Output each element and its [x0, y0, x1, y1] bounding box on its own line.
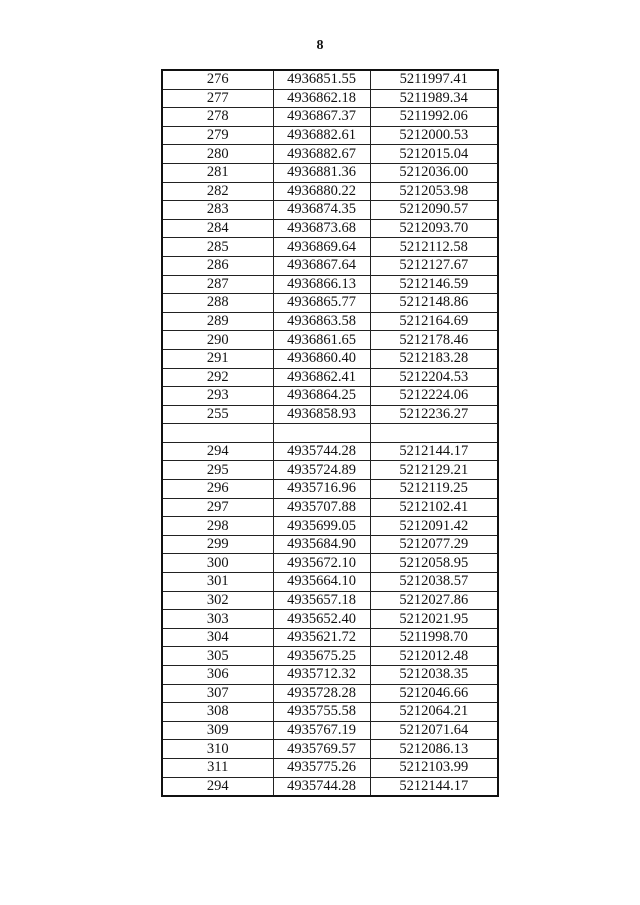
- table-row: [162, 610, 498, 629]
- table-row: [162, 554, 498, 573]
- y-coordinate-cell: 5211998.70: [370, 628, 498, 647]
- point-number-cell: 293: [162, 387, 273, 406]
- x-coordinate-cell: 4936873.68: [273, 219, 370, 238]
- point-number-cell: 284: [162, 219, 273, 238]
- table-row: [162, 89, 498, 108]
- point-number-cell: 295: [162, 461, 273, 480]
- table-row: [162, 721, 498, 740]
- point-number-cell: 300: [162, 554, 273, 573]
- point-number-cell: 283: [162, 201, 273, 220]
- y-coordinate-cell: 5212093.70: [370, 219, 498, 238]
- y-coordinate-cell: 5212064.21: [370, 703, 498, 722]
- table-row: [162, 442, 498, 461]
- x-coordinate-cell: 4936882.67: [273, 145, 370, 164]
- x-coordinate-cell: 4935728.28: [273, 684, 370, 703]
- table-row: [162, 461, 498, 480]
- y-coordinate-cell: 5212183.28: [370, 349, 498, 368]
- point-number-cell: 279: [162, 126, 273, 145]
- table-row: [162, 573, 498, 592]
- y-coordinate-cell: 5212038.35: [370, 666, 498, 685]
- point-number-cell: 292: [162, 368, 273, 387]
- x-coordinate-cell: 4935675.25: [273, 647, 370, 666]
- table-row: [162, 219, 498, 238]
- y-coordinate-cell: 5212000.53: [370, 126, 498, 145]
- y-coordinate-cell: 5212090.57: [370, 201, 498, 220]
- x-coordinate-cell: 4936863.58: [273, 312, 370, 331]
- table-row: [162, 238, 498, 257]
- table-row: [162, 758, 498, 777]
- table-row: [162, 405, 498, 424]
- y-coordinate-cell: 5212144.17: [370, 777, 498, 796]
- point-number-cell: 287: [162, 275, 273, 294]
- y-coordinate-cell: 5212036.00: [370, 163, 498, 182]
- coordinates-table-body: [162, 70, 498, 796]
- table-row: [162, 647, 498, 666]
- y-coordinate-cell: 5212144.17: [370, 442, 498, 461]
- y-coordinate-cell: 5212224.06: [370, 387, 498, 406]
- y-coordinate-cell: 5211997.41: [370, 70, 498, 89]
- table-row: [162, 480, 498, 499]
- x-coordinate-cell: 4936860.40: [273, 349, 370, 368]
- y-coordinate-cell: 5212058.95: [370, 554, 498, 573]
- point-number-cell: 294: [162, 777, 273, 796]
- x-coordinate-cell: 4935716.96: [273, 480, 370, 499]
- x-coordinate-cell: 4935755.58: [273, 703, 370, 722]
- point-number-cell: 306: [162, 666, 273, 685]
- x-coordinate-cell: 4936862.41: [273, 368, 370, 387]
- table-row: [162, 256, 498, 275]
- point-number-cell: 276: [162, 70, 273, 89]
- coordinates-table: [161, 69, 499, 797]
- x-coordinate-cell: 4935769.57: [273, 740, 370, 759]
- y-coordinate-cell: 5212119.25: [370, 480, 498, 499]
- point-number-cell: 310: [162, 740, 273, 759]
- x-coordinate-cell: 4936858.93: [273, 405, 370, 424]
- point-number-cell: 296: [162, 480, 273, 499]
- point-number-cell: 290: [162, 331, 273, 350]
- x-coordinate-cell: 4936866.13: [273, 275, 370, 294]
- y-coordinate-cell: 5212178.46: [370, 331, 498, 350]
- table-row: [162, 703, 498, 722]
- table-row: [162, 349, 498, 368]
- point-number-cell: 303: [162, 610, 273, 629]
- y-coordinate-cell: 5212236.27: [370, 405, 498, 424]
- y-coordinate-cell: 5212021.95: [370, 610, 498, 629]
- point-number-cell: 278: [162, 108, 273, 127]
- point-number-cell: 305: [162, 647, 273, 666]
- x-coordinate-cell: 4936881.36: [273, 163, 370, 182]
- point-number-cell: 301: [162, 573, 273, 592]
- x-coordinate-cell: 4935699.05: [273, 517, 370, 536]
- point-number-cell: 294: [162, 442, 273, 461]
- point-number-cell: 255: [162, 405, 273, 424]
- table-row: [162, 275, 498, 294]
- x-coordinate-cell: 4935664.10: [273, 573, 370, 592]
- point-number-cell: 289: [162, 312, 273, 331]
- point-number-cell: 311: [162, 758, 273, 777]
- point-number-cell: [162, 424, 273, 443]
- y-coordinate-cell: 5212012.48: [370, 647, 498, 666]
- x-coordinate-cell: 4935744.28: [273, 777, 370, 796]
- x-coordinate-cell: 4935621.72: [273, 628, 370, 647]
- table-row: [162, 498, 498, 517]
- y-coordinate-cell: 5212103.99: [370, 758, 498, 777]
- y-coordinate-cell: 5212086.13: [370, 740, 498, 759]
- table-row: [162, 201, 498, 220]
- table-row: [162, 312, 498, 331]
- y-coordinate-cell: 5212164.69: [370, 312, 498, 331]
- point-number-cell: 299: [162, 535, 273, 554]
- y-coordinate-cell: 5212204.53: [370, 368, 498, 387]
- y-coordinate-cell: 5212077.29: [370, 535, 498, 554]
- y-coordinate-cell: 5212046.66: [370, 684, 498, 703]
- y-coordinate-cell: 5212127.67: [370, 256, 498, 275]
- y-coordinate-cell: 5212112.58: [370, 238, 498, 257]
- x-coordinate-cell: 4935712.32: [273, 666, 370, 685]
- table-row: [162, 368, 498, 387]
- table-row: [162, 70, 498, 89]
- point-number-cell: 291: [162, 349, 273, 368]
- table-row: [162, 331, 498, 350]
- x-coordinate-cell: [273, 424, 370, 443]
- x-coordinate-cell: 4936861.65: [273, 331, 370, 350]
- y-coordinate-cell: 5212015.04: [370, 145, 498, 164]
- x-coordinate-cell: 4936880.22: [273, 182, 370, 201]
- y-coordinate-cell: 5212091.42: [370, 517, 498, 536]
- y-coordinate-cell: 5212146.59: [370, 275, 498, 294]
- table-row: [162, 535, 498, 554]
- point-number-cell: 281: [162, 163, 273, 182]
- table-row: [162, 182, 498, 201]
- table-row: [162, 145, 498, 164]
- point-number-cell: 308: [162, 703, 273, 722]
- x-coordinate-cell: 4936865.77: [273, 294, 370, 313]
- y-coordinate-cell: 5212148.86: [370, 294, 498, 313]
- x-coordinate-cell: 4936867.37: [273, 108, 370, 127]
- table-row: [162, 777, 498, 796]
- table-row: [162, 591, 498, 610]
- table-row: [162, 628, 498, 647]
- point-number-cell: 277: [162, 89, 273, 108]
- x-coordinate-cell: 4935767.19: [273, 721, 370, 740]
- x-coordinate-cell: 4936882.61: [273, 126, 370, 145]
- table-row: [162, 684, 498, 703]
- point-number-cell: 302: [162, 591, 273, 610]
- x-coordinate-cell: 4935775.26: [273, 758, 370, 777]
- x-coordinate-cell: 4935724.89: [273, 461, 370, 480]
- page-number: 8: [316, 38, 324, 53]
- x-coordinate-cell: 4936869.64: [273, 238, 370, 257]
- x-coordinate-cell: 4935652.40: [273, 610, 370, 629]
- y-coordinate-cell: 5212027.86: [370, 591, 498, 610]
- y-coordinate-cell: 5212038.57: [370, 573, 498, 592]
- x-coordinate-cell: 4935672.10: [273, 554, 370, 573]
- point-number-cell: 297: [162, 498, 273, 517]
- point-number-cell: 282: [162, 182, 273, 201]
- x-coordinate-cell: 4935657.18: [273, 591, 370, 610]
- point-number-cell: 288: [162, 294, 273, 313]
- x-coordinate-cell: 4935684.90: [273, 535, 370, 554]
- blank-row: [162, 424, 498, 443]
- point-number-cell: 280: [162, 145, 273, 164]
- y-coordinate-cell: 5211992.06: [370, 108, 498, 127]
- x-coordinate-cell: 4935744.28: [273, 442, 370, 461]
- x-coordinate-cell: 4936851.55: [273, 70, 370, 89]
- y-coordinate-cell: 5212102.41: [370, 498, 498, 517]
- y-coordinate-cell: 5212071.64: [370, 721, 498, 740]
- point-number-cell: 309: [162, 721, 273, 740]
- table-row: [162, 666, 498, 685]
- x-coordinate-cell: 4936874.35: [273, 201, 370, 220]
- y-coordinate-cell: 5211989.34: [370, 89, 498, 108]
- y-coordinate-cell: [370, 424, 498, 443]
- x-coordinate-cell: 4936864.25: [273, 387, 370, 406]
- point-number-cell: 298: [162, 517, 273, 536]
- point-number-cell: 304: [162, 628, 273, 647]
- table-row: [162, 163, 498, 182]
- table-row: [162, 108, 498, 127]
- table-row: [162, 740, 498, 759]
- x-coordinate-cell: 4936862.18: [273, 89, 370, 108]
- y-coordinate-cell: 5212129.21: [370, 461, 498, 480]
- x-coordinate-cell: 4936867.64: [273, 256, 370, 275]
- table-row: [162, 126, 498, 145]
- y-coordinate-cell: 5212053.98: [370, 182, 498, 201]
- table-row: [162, 294, 498, 313]
- table-row: [162, 387, 498, 406]
- point-number-cell: 286: [162, 256, 273, 275]
- x-coordinate-cell: 4935707.88: [273, 498, 370, 517]
- table-row: [162, 517, 498, 536]
- point-number-cell: 307: [162, 684, 273, 703]
- point-number-cell: 285: [162, 238, 273, 257]
